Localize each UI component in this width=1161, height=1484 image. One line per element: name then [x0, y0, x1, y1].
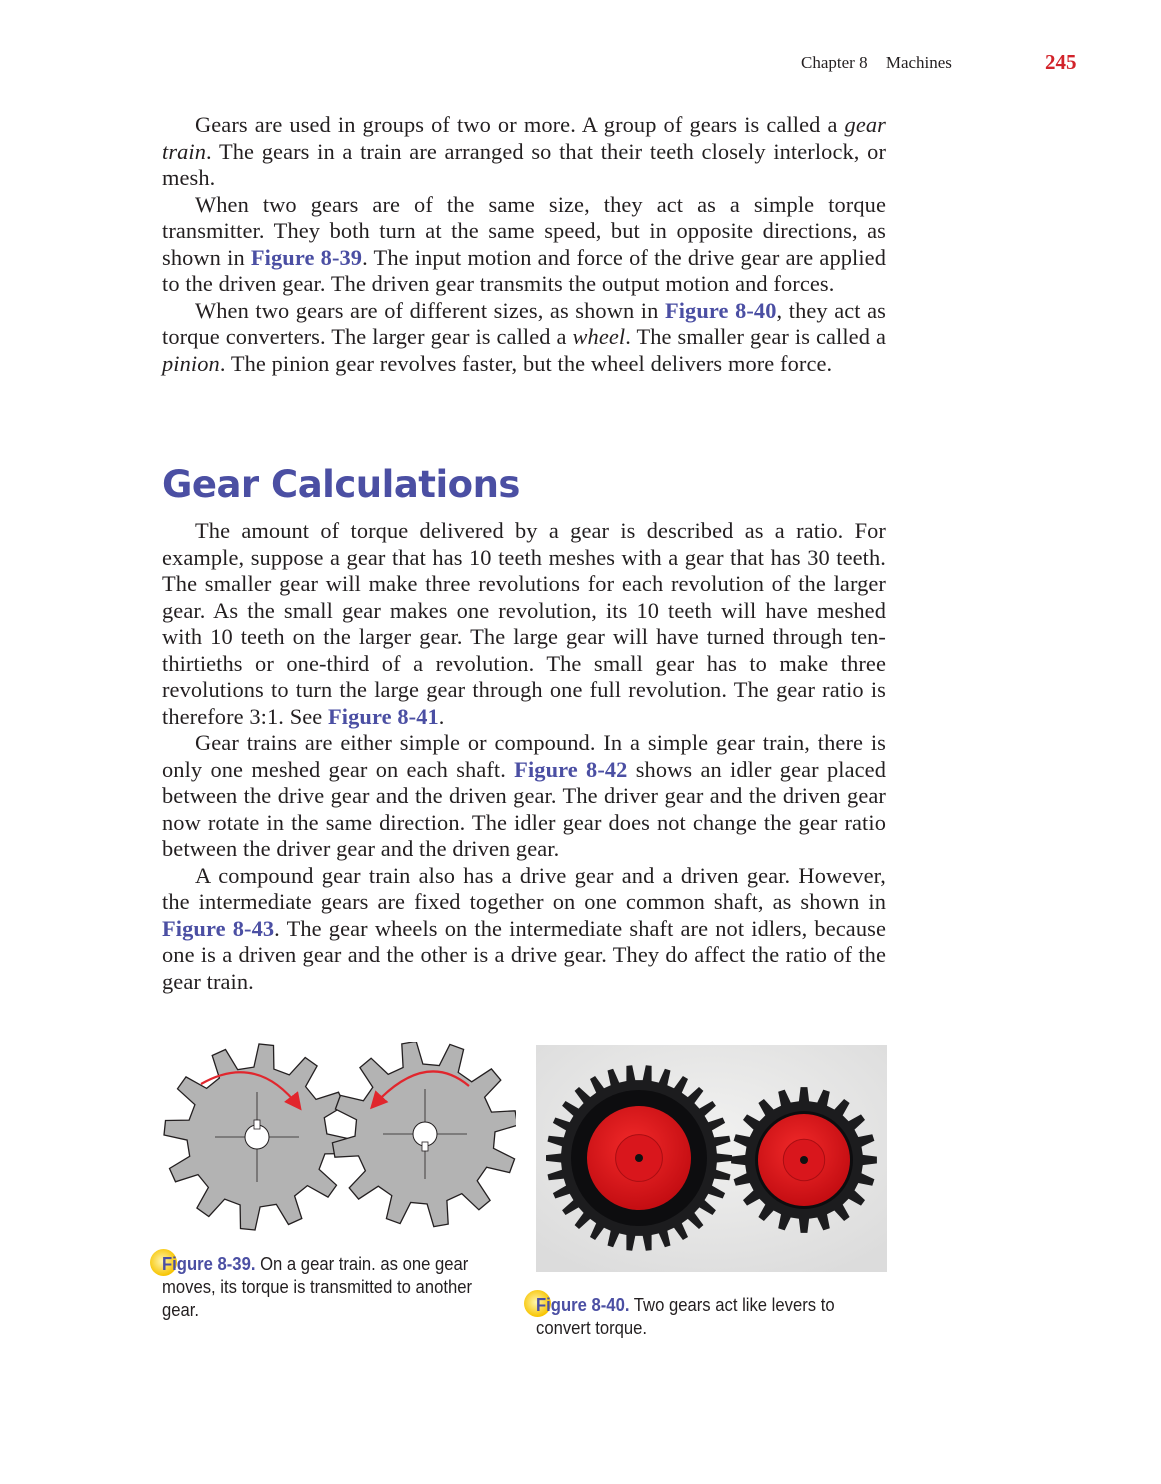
text-run: Gears are used in groups of two or more. A group of gears is called a [195, 112, 845, 137]
section-text [162, 518, 886, 995]
paragraph [162, 730, 886, 863]
figure-8-40-photo-gears [536, 1045, 887, 1272]
text-run: . The gear wheels on the intermediate shaft are not idlers, because one is a driven gear and the other is a drive gear. They do affect the ratio of the gear train. [162, 915, 886, 994]
figure-8-40-caption [536, 1293, 874, 1339]
text-run: . The input motion and force of the drive gear are applied to the driven gear. The driven gear transmits the output motion and forces. [162, 244, 887, 296]
figure-link[interactable]: Figure 8-40 [664, 297, 777, 323]
driven-gear [332, 1042, 516, 1227]
figure-link[interactable]: Figure 8-39 [250, 244, 363, 270]
italic-term: gear train [162, 112, 886, 164]
figure-caption-text: On a gear train. as one gear moves, its torque is transmitted to another gear. [162, 1253, 473, 1320]
paragraph [162, 518, 886, 730]
drive-gear [164, 1044, 350, 1230]
text-run: When two gears are of different sizes, as shown in [195, 297, 665, 323]
page-number: 245 [1045, 50, 1077, 74]
figure-link[interactable]: Figure 8-43 [162, 915, 275, 941]
paragraph [162, 112, 886, 192]
text-run: Gear trains are either simple or compound. In a simple gear train, there is only one meshed gear on each shaft. [162, 730, 886, 782]
text-run: shows an idler gear placed between the drive gear and the driven gear. The driver gear and the driven gear now rotate in the same direction. The idler gear does not change the gear ratio between the driver gear and the driven gear. [162, 756, 886, 861]
text-run: . [438, 703, 445, 729]
figure-label: Figure 8-40. [536, 1294, 630, 1315]
figure-8-39-gear-diagram [160, 1042, 516, 1234]
running-head [801, 53, 966, 73]
text-run: . The gears in a train are arranged so that their teeth closely interlock, or mesh. [162, 138, 886, 190]
section-heading: Gear Calculations [162, 463, 520, 506]
text-run: The amount of torque delivered by a gear is described as a ratio. For example, suppose a gear that has 10 teeth meshes with a gear that has 30 teeth. The smaller gear will make three revolutions for each revolution of the larger gear. As the small gear makes one revolution, its 10 teeth will have meshed with 10 teeth on the larger gear. The large gear will have turned through ten-thirtieths or one-third of a revolution. The small gear has to make three revolutions to turn the large gear through one full revolution. The gear ratio is therefore 3:1. See [162, 518, 886, 729]
text-run: . The pinion gear revolves faster, but the wheel delivers more force. [219, 350, 833, 376]
paragraph [162, 863, 886, 996]
paragraph [162, 192, 886, 298]
figure-label: Figure 8-39. [162, 1253, 256, 1274]
text-run: A compound gear train also has a drive gear and a driven gear. However, the intermediate gears are fixed together on one common shaft, as shown in [162, 862, 886, 914]
text-run: . The smaller gear is called a [625, 324, 886, 349]
chapter-label: Chapter 8 [801, 53, 868, 72]
paragraph [162, 298, 886, 378]
italic-term: wheel [572, 324, 626, 349]
figure-8-39-caption [162, 1252, 513, 1321]
intro-text [162, 112, 886, 377]
text-run: When two gears are of the same size, they act as a simple torque transmitter. They both turn at the same speed, but in opposite directions, as shown in [162, 191, 886, 270]
text-run: , they act as torque converters. The larger gear is called a [162, 297, 886, 349]
figure-link[interactable]: Figure 8-41 [328, 703, 439, 729]
section-label: Machines [885, 53, 952, 72]
figure-link[interactable]: Figure 8-42 [514, 756, 628, 782]
figure-caption-text: Two gears act like levers to convert torque. [536, 1294, 835, 1338]
italic-term: pinion [162, 350, 220, 376]
